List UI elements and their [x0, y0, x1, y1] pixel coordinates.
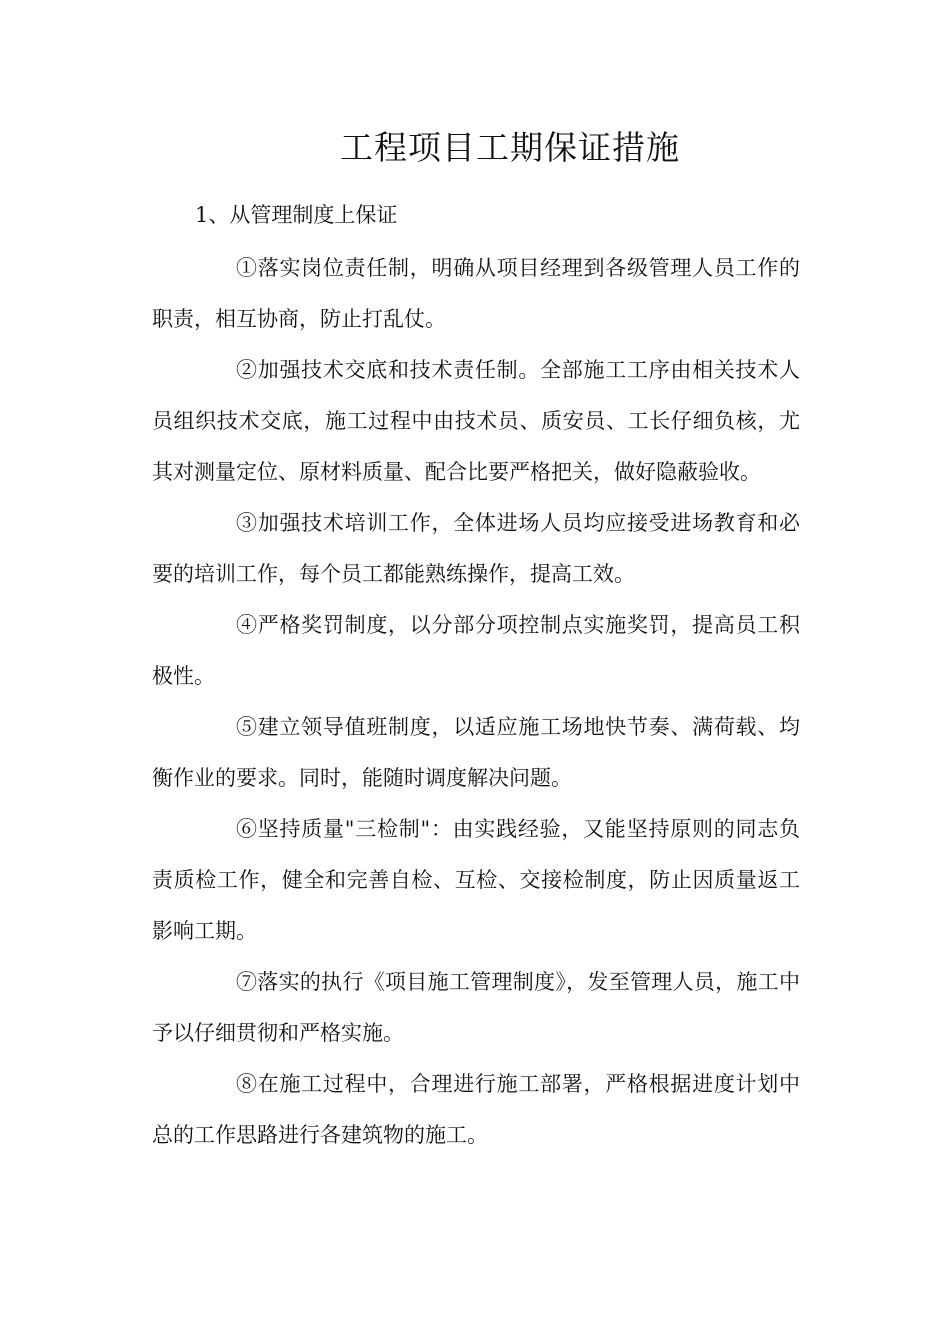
- document-title: 工程项目工期保证措施: [340, 128, 680, 167]
- paragraph-8: ⑧在施工过程中，合理进行施工部署，严格根据进度计划中总的工作思路进行各建筑物的施工。: [152, 1072, 800, 1147]
- paragraph-3: ③加强技术培训工作，全体进场人员均应接受进场教育和必要的培训工作，每个员工都能熟练操作，提高工效。: [152, 511, 800, 586]
- paragraph-2: ②加强技术交底和技术责任制。全部施工工序由相关技术人员组织技术交底，施工过程中由技术员、质安员、工长仔细负核，尤其对测量定位、原材料质量、配合比要严格把关，做好隐蔽验收。: [152, 358, 800, 484]
- section-heading: 1、从管理制度上保证: [195, 203, 398, 227]
- paragraph-1: ①落实岗位责任制，明确从项目经理到各级管理人员工作的职责，相互协商，防止打乱仗。: [152, 256, 800, 331]
- paragraph-5: ⑤建立领导值班制度，以适应施工场地快节奏、满荷载、均衡作业的要求。同时，能随时调度解决问题。: [152, 715, 800, 790]
- paragraph-4: ④严格奖罚制度，以分部分项控制点实施奖罚，提高员工积极性。: [152, 613, 800, 688]
- paragraph-6: ⑥坚持质量"三检制"：由实践经验，又能坚持原则的同志负责质检工作，健全和完善自检、互检、交接检制度，防止因质量返工影响工期。: [152, 817, 800, 943]
- document-body: [152, 243, 800, 1161]
- title-container: [300, 122, 720, 169]
- paragraph-7: ⑦落实的执行《项目施工管理制度》，发至管理人员，施工中予以仔细贯彻和严格实施。: [152, 970, 800, 1045]
